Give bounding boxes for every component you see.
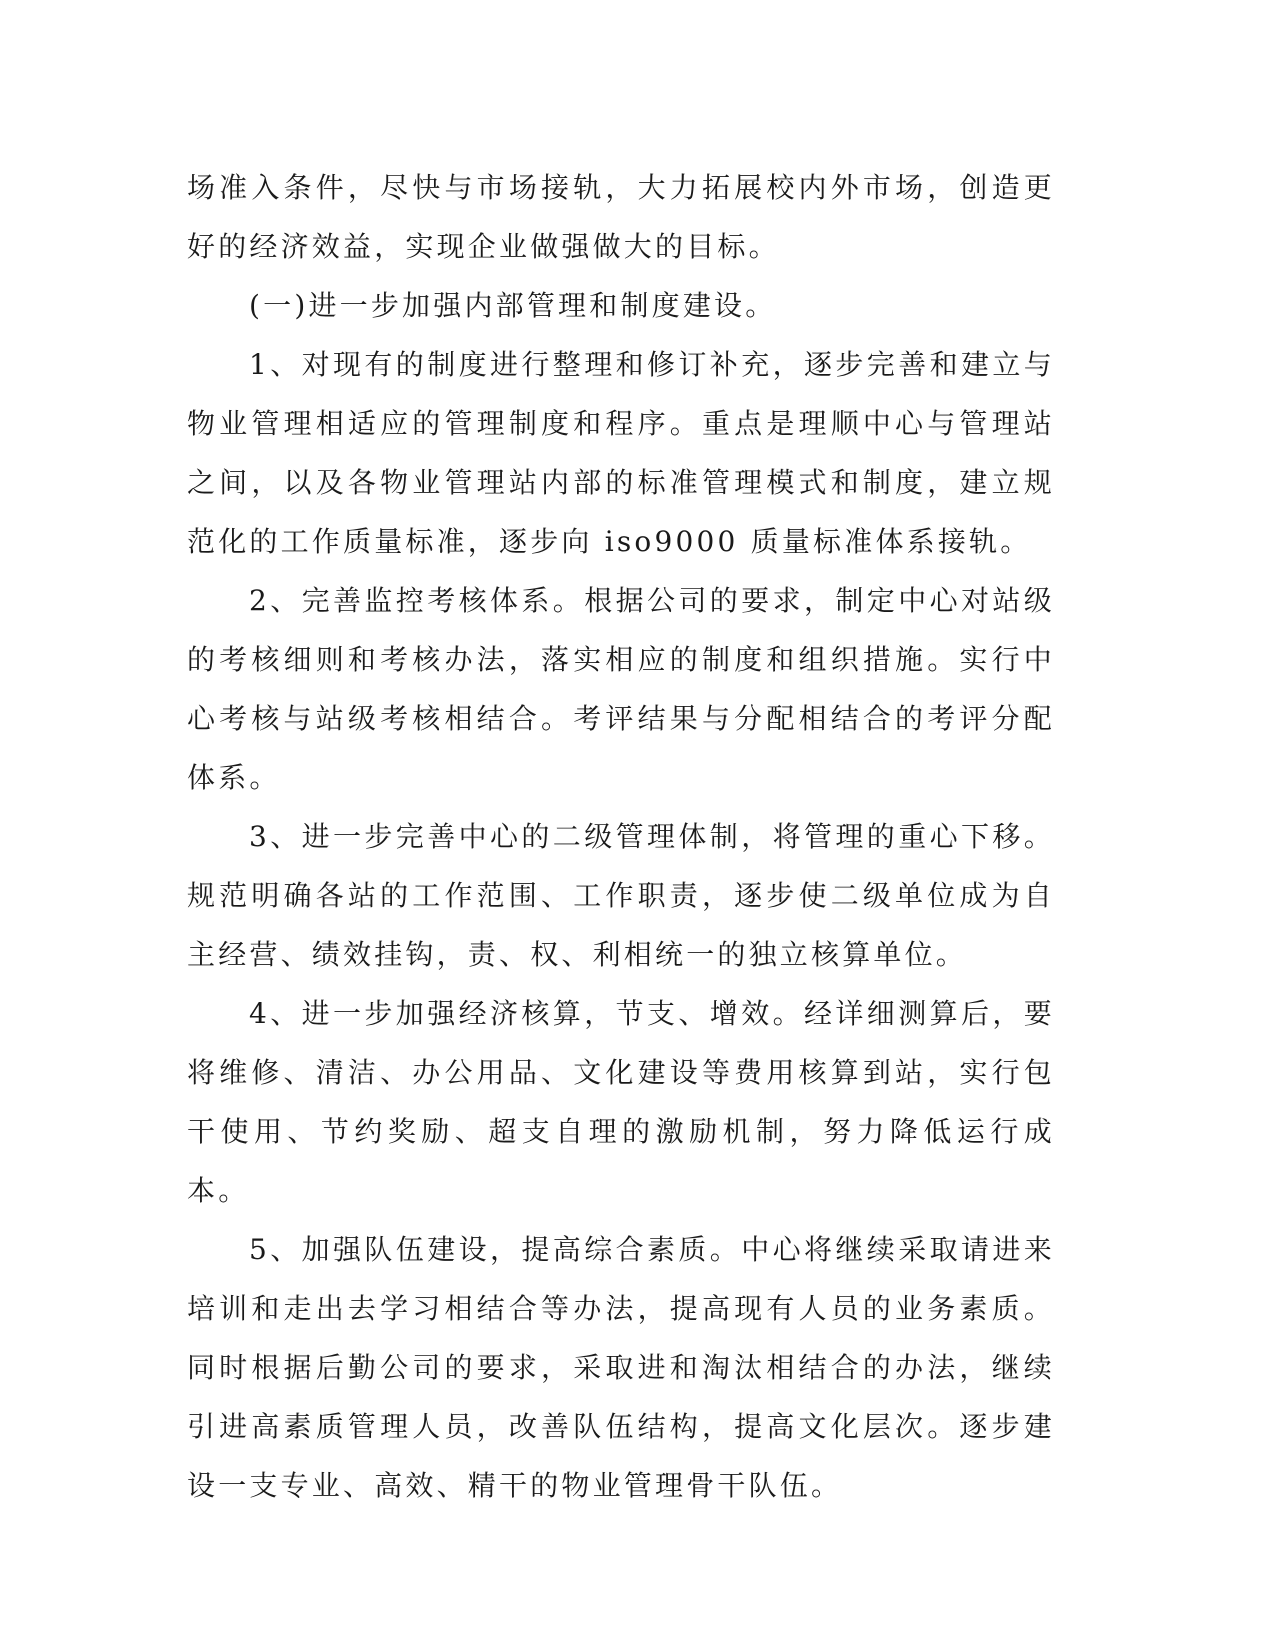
paragraph-continuation: 场准入条件，尽快与市场接轨，大力拓展校内外市场，创造更好的经济效益，实现企业做强做大的目标。: [187, 171, 1055, 263]
paragraph-item-1: 1、对现有的制度进行整理和修订补充，逐步完善和建立与物业管理相适应的管理制度和程序。重点是理顺中心与管理站之间，以及各物业管理站内部的标准管理模式和制度，建立规范化的工作质量标准，逐步向 iso9000 质量标准体系接轨。: [187, 348, 1055, 558]
paragraph-item-4: 4、进一步加强经济核算，节支、增效。经详细测算后，要将维修、清洁、办公用品、文化建设等费用核算到站，实行包干使用、节约奖励、超支自理的激励机制，努力降低运行成本。: [187, 997, 1055, 1207]
section-heading-internal-management: (一)进一步加强内部管理和制度建设。: [249, 289, 777, 322]
paragraph-item-2: 2、完善监控考核体系。根据公司的要求，制定中心对站级的考核细则和考核办法，落实相应的制度和组织措施。实行中心考核与站级考核相结合。考评结果与分配相结合的考评分配体系。: [187, 584, 1055, 794]
paragraph-item-5: 5、加强队伍建设，提高综合素质。中心将继续采取请进来培训和走出去学习相结合等办法，提高现有人员的业务素质。同时根据后勤公司的要求，采取进和淘汰相结合的办法，继续引进高素质管理人员，改善队伍结构，提高文化层次。逐步建设一支专业、高效、精干的物业管理骨干队伍。: [187, 1233, 1055, 1502]
document-body: [187, 158, 1055, 1515]
paragraph-item-3: 3、进一步完善中心的二级管理体制，将管理的重心下移。规范明确各站的工作范围、工作职责，逐步使二级单位成为自主经营、绩效挂钩，责、权、利相统一的独立核算单位。: [187, 820, 1055, 971]
